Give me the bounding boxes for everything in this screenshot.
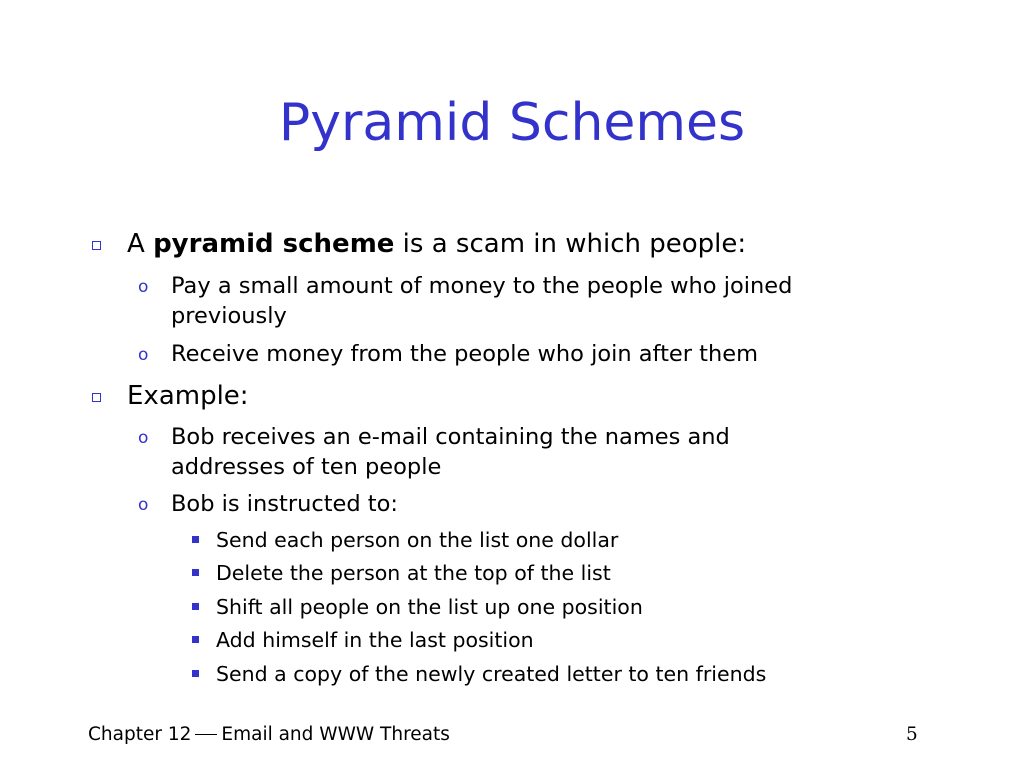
- page-number: 5: [906, 724, 918, 745]
- sub-bullet-line: Receive money from the people who join after them: [171, 341, 758, 367]
- filled-square-bullet-icon: [192, 536, 199, 543]
- step-item: Send each person on the list one dollar: [216, 528, 619, 552]
- filled-square-bullet-icon: [192, 569, 199, 576]
- step-item: Send a copy of the newly created letter to ten friends: [216, 662, 767, 686]
- sub-bullet-line: Bob is instructed to:: [171, 491, 398, 517]
- hollow-square-bullet-icon: [92, 393, 101, 402]
- bullet-prefix: A: [127, 229, 154, 259]
- bullet-example: Example:: [127, 381, 249, 411]
- em-dash-separator: [195, 734, 217, 735]
- letter-o-bullet-icon: o: [138, 428, 149, 448]
- filled-square-bullet-icon: [192, 670, 199, 677]
- step-item: Add himself in the last position: [216, 628, 534, 652]
- letter-o-bullet-icon: o: [138, 345, 149, 365]
- letter-o-bullet-icon: o: [138, 277, 149, 297]
- slide-title: Pyramid Schemes: [278, 93, 746, 153]
- footer-chapter-label: Chapter 12: [88, 724, 192, 745]
- step-item: Delete the person at the top of the list: [216, 561, 611, 585]
- sub-bullet-line: Bob receives an e-mail containing the names and: [171, 424, 730, 450]
- sub-bullet-line: addresses of ten people: [171, 454, 442, 480]
- filled-square-bullet-icon: [192, 636, 199, 643]
- footer-chapter: [88, 723, 450, 747]
- sub-bullet-line: Pay a small amount of money to the people who joined: [171, 273, 793, 299]
- filled-square-bullet-icon: [192, 603, 199, 610]
- step-item: Shift all people on the list up one position: [216, 595, 643, 619]
- letter-o-bullet-icon: o: [138, 495, 149, 515]
- bullet-pyramid-scheme-definition: [127, 229, 746, 259]
- bold-term: pyramid scheme: [153, 229, 395, 259]
- bullet-suffix: is a scam in which people:: [394, 229, 747, 259]
- hollow-square-bullet-icon: [92, 241, 101, 250]
- sub-bullet-line: previously: [171, 303, 287, 329]
- footer-topic: Email and WWW Threats: [221, 724, 450, 745]
